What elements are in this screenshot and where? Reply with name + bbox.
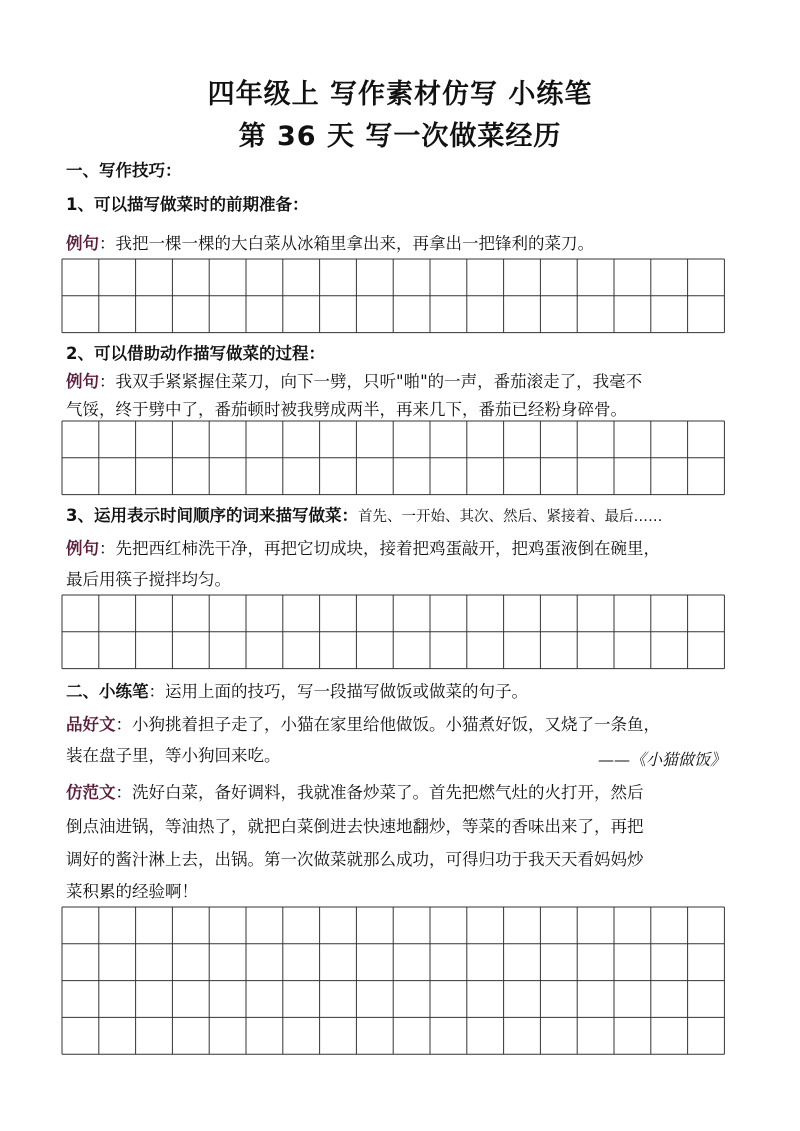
good-text-line-2: 装在盘子里，等小狗回来吃。 <box>66 746 281 765</box>
model-text-line-4: 菜积累的经验啊！ <box>66 882 198 901</box>
tip1-heading: 1、可以描写做菜时的前期准备： <box>66 195 309 214</box>
tip3-heading: 3、运用表示时间顺序的词来描写做菜： <box>66 506 358 525</box>
good-text-1: ：小狗挑着担子走了，小猫在家里给他做饭。小猫煮好饭，又烧了一条鱼， <box>115 715 660 734</box>
tip3-example-text-1: ：先把西红柿洗干净，再把它切成块，接着把鸡蛋敲开，把鸡蛋液倒在碗里， <box>99 539 660 558</box>
tip3-example-line-1 <box>66 534 746 564</box>
model-text-line-1 <box>66 778 746 808</box>
tip1-example-label: 例句 <box>66 234 99 253</box>
tip2-example-label: 例句 <box>66 372 99 391</box>
page-subtitle: 第 36 天 写一次做菜经历 <box>238 121 562 152</box>
tip3-heading-line <box>66 501 746 532</box>
section1-heading: 一、写作技巧： <box>66 161 182 180</box>
section2-heading-rest: ：运用上面的技巧，写一段描写做饭或做菜的句子。 <box>148 682 528 701</box>
model-text-label: 仿范文 <box>66 783 116 802</box>
tip3-example-label: 例句 <box>66 539 99 558</box>
writing-grid-1[interactable] <box>61 258 725 334</box>
page-title: 四年级上 写作素材仿写 小练笔 <box>207 79 593 110</box>
good-text-source: ——《小猫做饭》 <box>597 750 726 769</box>
tip3-heading-extra: 首先、一开始、其次、然后、紧接着、最后…… <box>357 509 663 525</box>
tip2-example-line-2: 气馁，终于劈中了，番茄顿时被我劈成两半，再来几下，番茄已经粉身碎骨。 <box>66 400 627 419</box>
tip1-example-line-1 <box>66 229 746 259</box>
model-text-line-3: 调好的酱汁淋上去，出锅。第一次做菜就那么成功，可得归功于我天天看妈妈炒 <box>66 850 644 869</box>
tip1-example-text: ：我把一棵一棵的大白菜从冰箱里拿出来，再拿出一把锋利的菜刀。 <box>99 234 594 253</box>
section2-heading: 二、小练笔 <box>66 682 149 701</box>
model-text-line-2: 倒点油进锅，等油热了，就把白菜倒进去快速地翻炒，等菜的香味出来了，再把 <box>66 817 644 836</box>
section2-heading-line <box>66 677 746 707</box>
good-text-label: 品好文 <box>66 715 116 734</box>
good-text-line-1 <box>66 710 746 740</box>
writing-grid-4[interactable] <box>61 906 725 1056</box>
tip2-example-line-1 <box>66 367 746 397</box>
model-text-1: ：洗好白菜，备好调料，我就准备炒菜了。首先把燃气灶的火打开，然后 <box>115 783 644 802</box>
writing-grid-3[interactable] <box>61 594 725 670</box>
tip3-example-line-2: 最后用筷子搅拌均匀。 <box>66 570 231 589</box>
tip2-example-text-1: ：我双手紧紧握住菜刀，向下一劈，只听"啪"的一声，番茄滚走了，我毫不 <box>99 372 643 391</box>
writing-grid-2[interactable] <box>61 420 725 496</box>
tip2-heading: 2、可以借助动作描写做菜的过程： <box>66 344 325 363</box>
